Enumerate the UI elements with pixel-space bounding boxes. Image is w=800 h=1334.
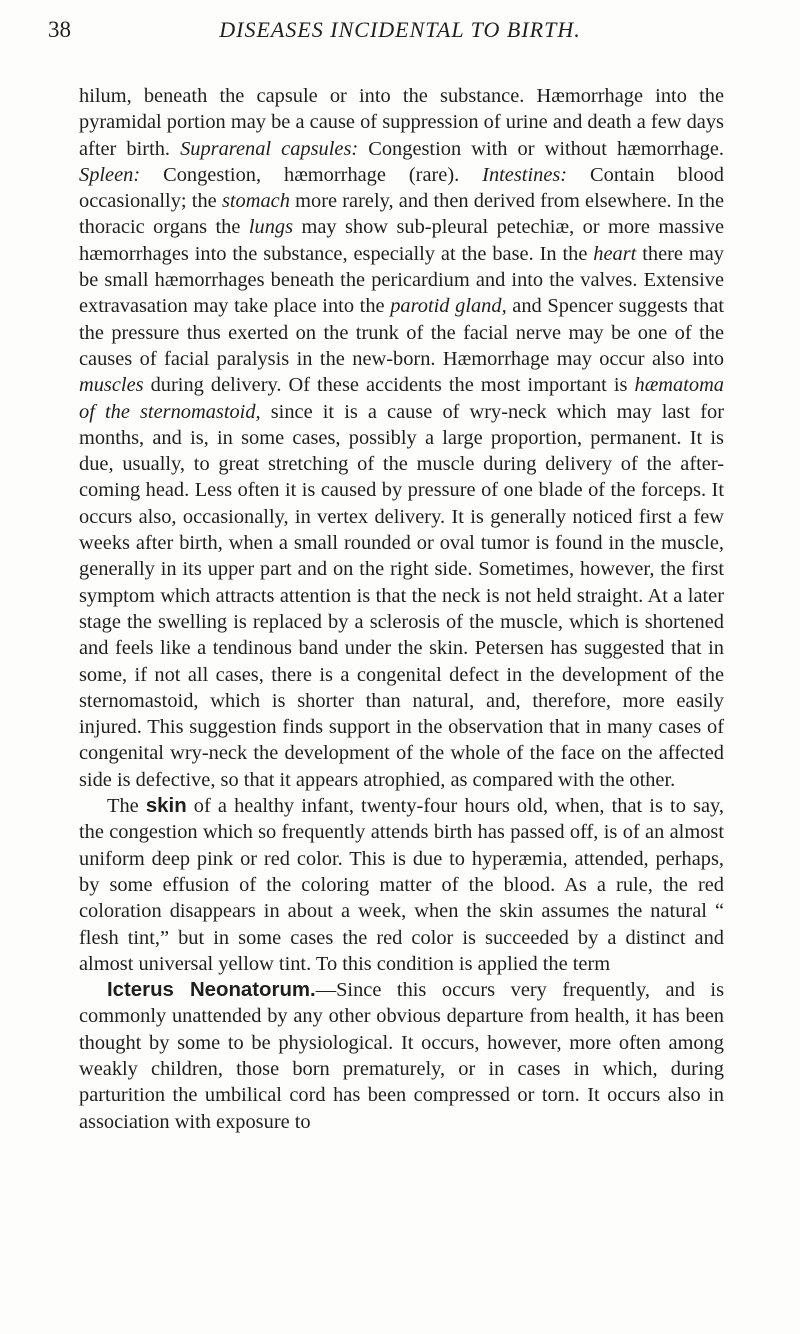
italic-term: hæmatoma of the sternomastoid, [79, 374, 724, 423]
text-run: Contain blood occasionally; the [79, 163, 724, 213]
paragraph-icterus [79, 977, 724, 1135]
italic-term: Suprarenal capsules: [180, 137, 359, 160]
text-run: The [107, 795, 146, 818]
body-text [79, 83, 724, 1135]
section-heading: Icterus Neonatorum. [107, 979, 316, 1002]
text-run: since it is a cause of wry-neck which may last for months, and is, in some cases, possibly a large proportion, permanent. It is due, usually, to great stretching of the muscle during delivery of the after-coming head. Less often it is caused by pressure of one blade of the forceps. It occurs also, occasionally, in vertex delivery. It is generally noticed first a few weeks after birth, when a small rounded or oval tumor is found in the muscle, generally in its upper part and on the right side. Sometimes, however, the first symptom which attracts attention is that the neck is not held straight. At a later stage the swelling is replaced by a sclerosis of the muscle, which is shortened and feels like a tendinous band under the skin. Petersen has suggested that in some, if not all cases, there is a congenital defect in the development of the sternomastoid, which is shorter than natural, and, therefore, more easily injured. This suggestion finds support in the observation that in many cases of congenital wry-neck the development of the whole of the face on the affected side is defective, so that it appears atrophied, as compared with the other. [79, 400, 724, 791]
text-run: more rarely, and then derived from elsewhere. In the thoracic organs the [79, 190, 724, 239]
italic-term: Intestines: [482, 163, 568, 186]
text-run: hilum, beneath the capsule or into the substance. Hæmorrhage into the pyramidal portion may be a cause of suppression of urine and death a few days after birth. [79, 85, 724, 160]
italic-term: stomach [221, 190, 290, 213]
italic-term: parotid gland, [390, 295, 507, 318]
bold-term: skin [145, 795, 187, 818]
text-run: there may be small hæmorrhages beneath the pericardium and into the valves. Extensive extravasation may take place into the [79, 242, 724, 318]
text-run: and Spencer suggests that the pressure thus exerted on the trunk of the facial nerve may be one of the causes of facial paralysis in the new-born. Hæmorrhage may occur also into [79, 295, 724, 370]
italic-term: Spleen: [79, 163, 141, 186]
italic-term: heart [593, 242, 637, 265]
text-run: Congestion, hæmorrhage (rare). [140, 163, 483, 186]
text-run: Congestion with or without hæmorrhage. [358, 137, 724, 160]
page-header [48, 8, 752, 52]
text-run: during delivery. Of these accidents the most important is [143, 374, 635, 397]
text-run: of a healthy infant, twenty-four hours old, when, that is to say, the congestion which so frequently attends birth has passed off, is of an almost uniform deep pink or red color. This is due to hyperæmia, attended, perhaps, by some effusion of the coloring matter of the blood. As a rule, the red coloration disappears in about a week, when the skin assumes the natural “ flesh tint,” but in some cases the red color is succeeded by a distinct and almost universal yellow tint. To this condition is applied the term [79, 795, 724, 975]
paragraph-hemorrhage-organs [79, 83, 724, 793]
text-run: —Since this occurs very frequently, and is commonly unattended by any other obvious departure from health, it has been thought by some to be physiological. It occurs, however, more often among weakly children, those born prematurely, or in cases in which, during parturition the umbilical cord has been compressed or torn. It occurs also in association with exposure to [79, 979, 725, 1133]
paragraph-skin [79, 793, 724, 977]
italic-term: muscles [79, 374, 144, 397]
text-run: may show sub-pleural petechiæ, or more massive hæmorrhages into the substance, especially at the base. In the [79, 216, 725, 265]
running-head: DISEASES INCIDENTAL TO BIRTH. [219, 17, 581, 42]
italic-term: lungs [248, 216, 294, 239]
page-number: 38 [48, 17, 71, 42]
